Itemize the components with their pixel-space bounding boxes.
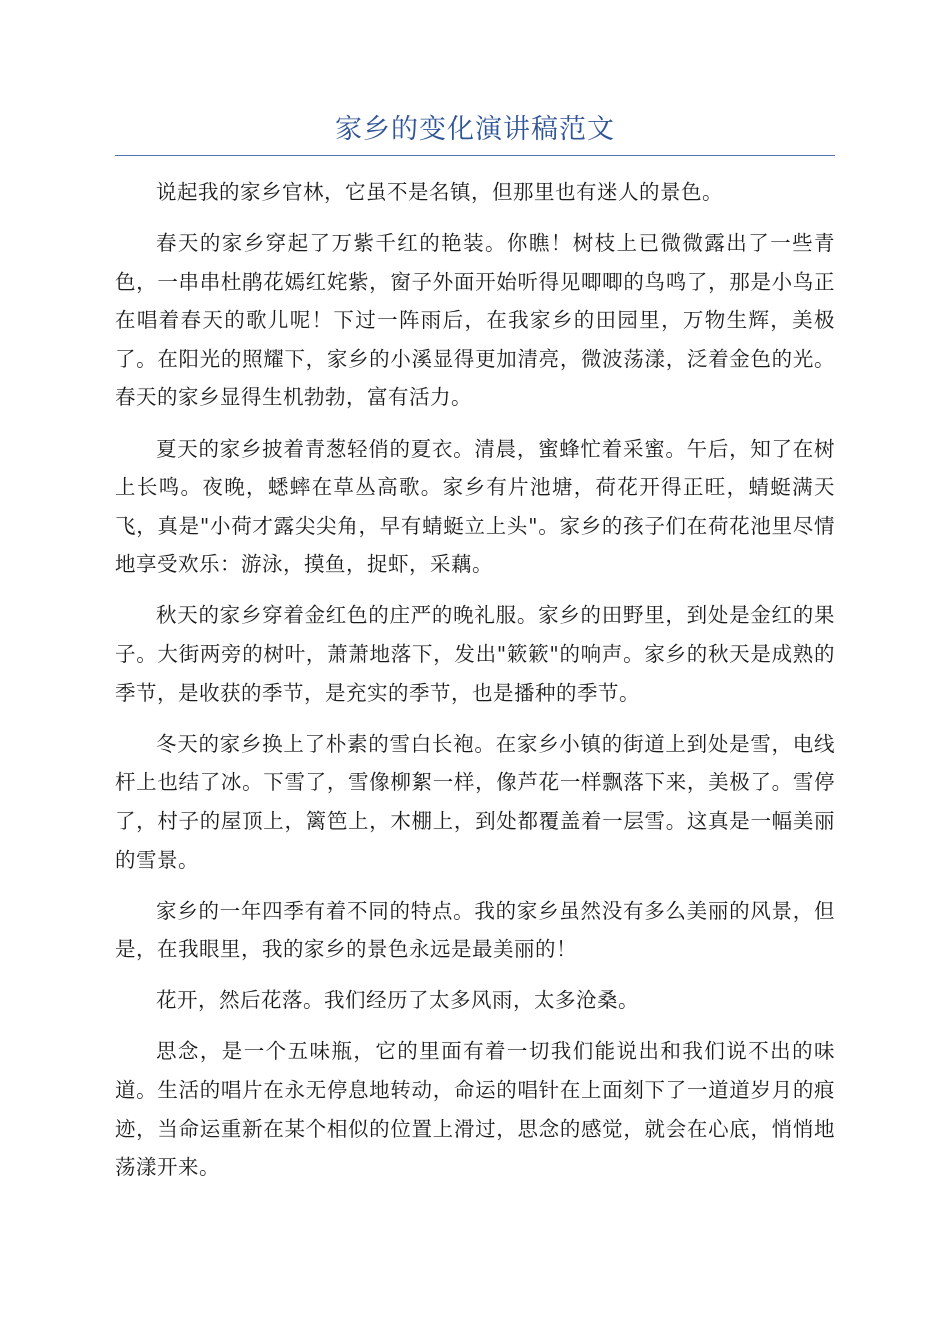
paragraph-winter: 冬天的家乡换上了朴素的雪白长袍。在家乡小镇的街道上到处是雪，电线杆上也结了冰。下雪了，雪像柳絮一样，像芦花一样飘落下来，美极了。雪停了，村子的屋顶上，篱笆上，木棚上，到处都覆盖着一层雪。这真是一幅美丽的雪景。 <box>115 731 835 872</box>
document-title: 家乡的变化演讲稿范文 <box>335 114 615 145</box>
title-block <box>115 108 835 156</box>
paragraph-longing: 思念，是一个五味瓶，它的里面有着一切我们能说出和我们说不出的味道。生活的唱片在永无停息地转动，命运的唱针在上面刻下了一道道岁月的痕迹，当命运重新在某个相似的位置上滑过，思念的感觉，就会在心底，悄悄地荡漾开来。 <box>115 1039 835 1180</box>
paragraph-flowers: 花开，然后花落。我们经历了太多风雨，太多沧桑。 <box>156 988 639 1013</box>
paragraph-four-seasons: 家乡的一年四季有着不同的特点。我的家乡虽然没有多么美丽的风景，但是，在我眼里，我的家乡的景色永远是最美丽的！ <box>115 898 835 962</box>
paragraph-autumn: 秋天的家乡穿着金红色的庄严的晚礼服。家乡的田野里，到处是金红的果子。大街两旁的树叶，萧萧地落下，发出"簌簌"的响声。家乡的秋天是成熟的季节，是收获的季节，是充实的季节，也是播种的季节。 <box>115 603 835 705</box>
paragraph-summer: 夏天的家乡披着青葱轻俏的夏衣。清晨，蜜蜂忙着采蜜。午后，知了在树上长鸣。夜晚，蟋蟀在草丛高歌。家乡有片池塘，荷花开得正旺，蜻蜓满天飞，真是"小荷才露尖尖角，早有蜻蜓立上头"。家乡的孩子们在荷花池里尽情地享受欢乐：游泳，摸鱼，捉虾，采藕。 <box>115 436 835 577</box>
document-body <box>115 173 835 1199</box>
paragraph-intro: 说起我的家乡官林，它虽不是名镇，但那里也有迷人的景色。 <box>156 180 723 204</box>
paragraph-spring: 春天的家乡穿起了万紫千红的艳装。你瞧！树枝上已微微露出了一些青色，一串串杜鹃花嫣红姹紫，窗子外面开始听得见唧唧的鸟鸣了，那是小鸟正在唱着春天的歌儿呢！下过一阵雨后，在我家乡的田园里，万物生辉，美极了。在阳光的照耀下，家乡的小溪显得更加清亮，微波荡漾，泛着金色的光。春天的家乡显得生机勃勃，富有活力。 <box>115 231 835 410</box>
